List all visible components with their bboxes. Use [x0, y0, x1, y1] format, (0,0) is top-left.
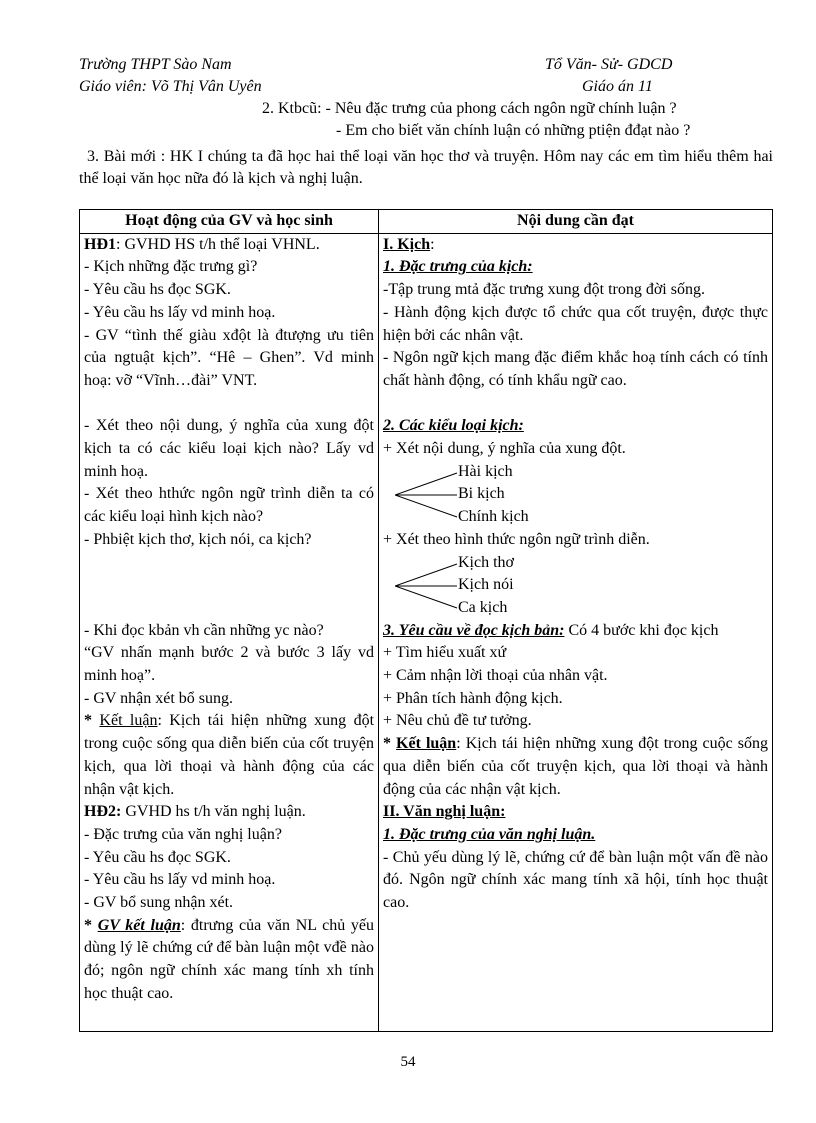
- right-line: - Hành động kịch được tổ chức qua cốt truyện, được thực hiện bởi các nhân vật.: [383, 303, 768, 344]
- section-2-title: II. Văn nghị luận:: [383, 803, 506, 821]
- left-line: - Phbiệt kịch thơ, kịch nói, ca kịch?: [84, 530, 312, 548]
- conclusion-label: Kết luận: [99, 712, 158, 730]
- kich-type-item: Kịch nói: [458, 576, 514, 594]
- kich-type-item: Chính kịch: [458, 508, 529, 526]
- section-1-title: I. Kịch: [383, 235, 431, 253]
- old-lesson-check-2: - Em cho biết văn chính luận có những ptiện đđạt nào ?: [336, 122, 691, 139]
- branch-lines-icon: [395, 560, 459, 612]
- conclusion-text: : Kịch tái hiện những xung đột trong cuộc sống qua diễn biến của cốt truyện kịch, qua lời thoại và hành động của các nhận vật kịch.: [383, 735, 769, 798]
- branch-group-content: [383, 461, 768, 529]
- right-cell: I. Kịch: 1. Đặc trưng của kịch: -Tập trung mtả đặc trưng xung đột trong đời sống. - Hành động kịch được tổ chức qua cốt truyện, được thực hiện bởi các nhân vật. - Ngôn ngữ kịch mang đặc điểm khắc hoạ tính cách có tính chất hành động, có tính khẩu ngữ cao. 2. Các kiểu loại kịch: + Xét nội dung, ý nghĩa của xung đột. Hài kịch Bi kịch Chính kịch + Xét theo hình thức ngôn ngữ trình diễn. Kịch thơ Kịch nói Ca kịch 3. Yêu cầu về đọc kịch bản: Có 4 bước khi đọc kịch + Tìm hiểu xuất xứ + Cảm nhận lời thoại của nhân vật. + Phân tích hành động kịch. + Nêu chủ đề tư tưởng. * Kết luận: Kịch tái hiện những xung đột trong cuộc sống qua diễn biến của cốt truyện kịch, qua lời thoại và hành động của các nhận vật kịch. II. Văn nghị luận: 1. Đặc trưng của văn nghị luận. - Chủ yếu dùng lý lẽ, chứng cứ để bàn luận một vấn đề nào đó. Ngôn ngữ chính xác mang tính xã hội, tính học thuật cao.: [379, 233, 773, 1031]
- heading-nghi-luan-features: 1. Đặc trưng của văn nghị luận.: [383, 825, 596, 843]
- branch-group-form: [383, 552, 768, 620]
- gv-conclusion-text: : đtrưng của văn NL chủ yếu dùng lý lẽ chứng cứ để bàn luận một vđề nào đó; ngôn ngữ chính xác mang tính xh tính học thuật cao.: [84, 916, 374, 1002]
- branch-lines-icon: [395, 469, 459, 521]
- kich-type-item: Hài kịch: [458, 462, 513, 480]
- section-1-colon: :: [430, 235, 435, 253]
- kich-type-item: Ca kịch: [458, 598, 508, 616]
- left-line: - Khi đọc kbản vh cần những yc nào?: [84, 621, 324, 639]
- right-line: + Xét theo hình thức ngôn ngữ trình diễn.: [383, 530, 650, 548]
- heading-kich-features: 1. Đặc trưng của kịch:: [383, 258, 533, 276]
- left-line: - GV bổ sung nhận xét.: [84, 894, 234, 912]
- page-number: 54: [400, 1054, 416, 1070]
- col1-header: Hoạt động của GV và học sinh: [80, 210, 379, 234]
- left-line: - Yêu cầu hs đọc SGK.: [84, 281, 231, 299]
- left-line: “GV nhấn mạnh bước 2 và bước 3 lấy vd minh hoạ”.: [84, 644, 374, 684]
- kich-type-item: Bi kịch: [458, 485, 505, 503]
- right-line: - Chủ yếu dùng lý lẽ, chứng cứ để bàn luận một vấn đề nào đó. Ngôn ngữ chính xác mang tính xã hội, tính học thuật cao.: [383, 848, 768, 912]
- conclusion-label: Kết luận: [396, 735, 457, 753]
- teacher-name: Giáo viên: Võ Thị Vân Uyên: [79, 78, 262, 95]
- right-line: + Xét nội dung, ý nghĩa của xung đột.: [383, 440, 626, 458]
- conclusion-text: : Kịch tái hiện những xung đột trong cuộc sống qua diễn biến của cốt truyện kịch, qua lời thoại và hành động của các nhận vật kịch.: [84, 712, 375, 798]
- hd1-text: : GVHD HS t/h thể loại VHNL.: [116, 235, 320, 253]
- left-line: - Xét theo nội dung, ý nghĩa của xung đột kịch ta có các kiểu loại kịch nào? Lấy vd minh hoạ.: [84, 417, 374, 480]
- lesson-table: [79, 209, 773, 1032]
- gv-conclusion-label: GV kết luận: [97, 916, 181, 934]
- heading-reading-requirements: 3. Yêu cầu về đọc kịch bản:: [383, 621, 565, 639]
- hd2-label: HĐ2:: [84, 803, 122, 821]
- hd1-label: HĐ1: [84, 235, 116, 253]
- right-line: + Nêu chủ đề tư tưởng.: [383, 712, 532, 730]
- heading-kich-types: 2. Các kiểu loại kịch:: [383, 417, 524, 435]
- left-line: - Yêu cầu hs đọc SGK.: [84, 848, 231, 866]
- left-line: - Yêu cầu hs lấy vd minh hoạ.: [84, 303, 276, 321]
- right-line: + Cảm nhận lời thoại của nhân vật.: [383, 667, 608, 685]
- left-line: - Yêu cầu hs lấy vd minh hoạ.: [84, 871, 276, 889]
- right-line: - Ngôn ngữ kịch mang đặc điểm khắc hoạ tính cách có tính chất hành động, có tính khẩu ngữ cao.: [383, 349, 768, 389]
- left-line: - Đặc trưng của văn nghị luận?: [84, 825, 282, 843]
- reading-requirements-text: Có 4 bước khi đọc kịch: [564, 621, 719, 639]
- new-lesson-intro: 3. Bài mới : HK I chúng ta đã học hai thể loại văn học thơ và truyện. Hôm nay các em tìm hiểu thêm hai thể loại văn học nữa đó là kịch và nghị luận.: [79, 148, 773, 187]
- left-line: - GV “tình thế giàu xđột là đtượng ưu tiên của ngtuật kịch”. “Hê – Ghen”. Vd minh hoạ: vỡ “Vĩnh…đài” VNT.: [84, 326, 374, 389]
- old-lesson-check-1: 2. Ktbcũ: - Nêu đặc trưng của phong cách ngôn ngữ chính luận ?: [262, 100, 677, 117]
- kich-type-item: Kịch thơ: [458, 553, 515, 571]
- left-line: - GV nhận xét bổ sung.: [84, 689, 234, 707]
- right-line: + Tìm hiểu xuất xứ: [383, 644, 507, 662]
- right-line: -Tập trung mtả đặc trưng xung đột trong đời sống.: [383, 281, 705, 299]
- col2-header: Nội dung cần đạt: [379, 210, 773, 234]
- left-cell: HĐ1: GVHD HS t/h thể loại VHNL. - Kịch những đặc trưng gì? - Yêu cầu hs đọc SGK. - Yêu cầu hs lấy vd minh hoạ. - GV “tình thế giàu xđột là đtượng ưu tiên của ngtuật kịch”. “Hê – Ghen”. Vd minh hoạ: vỡ “Vĩnh…đài” VNT. - Xét theo nội dung, ý nghĩa của xung đột kịch ta có các kiểu loại kịch nào? Lấy vd minh hoạ. - Xét theo hthức ngôn ngữ trình diễn ta có các kiểu loại hình kịch nào? - Phbiệt kịch thơ, kịch nói, ca kịch? - Khi đọc kbản vh cần những yc nào? “GV nhấn mạnh bước 2 và bước 3 lấy vd minh hoạ”. - GV nhận xét bổ sung. * Kết luận: Kịch tái hiện những xung đột trong cuộc sống qua diễn biến của cốt truyện kịch, qua lời thoại và hành động của các nhận vật kịch. HĐ2: GVHD hs t/h văn nghị luận. - Đặc trưng của văn nghị luận? - Yêu cầu hs đọc SGK. - Yêu cầu hs lấy vd minh hoạ. - GV bổ sung nhận xét. * GV kết luận: đtrưng của văn NL chủ yếu dùng lý lẽ chứng cứ để bàn luận một vđề nào đó; ngôn ngữ chính xác mang tính xh tính học thuật cao.: [80, 233, 379, 1031]
- left-line: - Kịch những đặc trưng gì?: [84, 258, 258, 276]
- left-line: - Xét theo hthức ngôn ngữ trình diễn ta có các kiểu loại hình kịch nào?: [84, 485, 374, 526]
- department: Tổ Văn- Sử- GDCD: [545, 56, 673, 73]
- hd2-text: GVHD hs t/h văn nghị luận.: [121, 803, 306, 821]
- lesson-plan: Giáo án 11: [582, 78, 653, 95]
- right-line: + Phân tích hành động kịch.: [383, 689, 563, 707]
- school-name: Trường THPT Sào Nam: [79, 56, 232, 73]
